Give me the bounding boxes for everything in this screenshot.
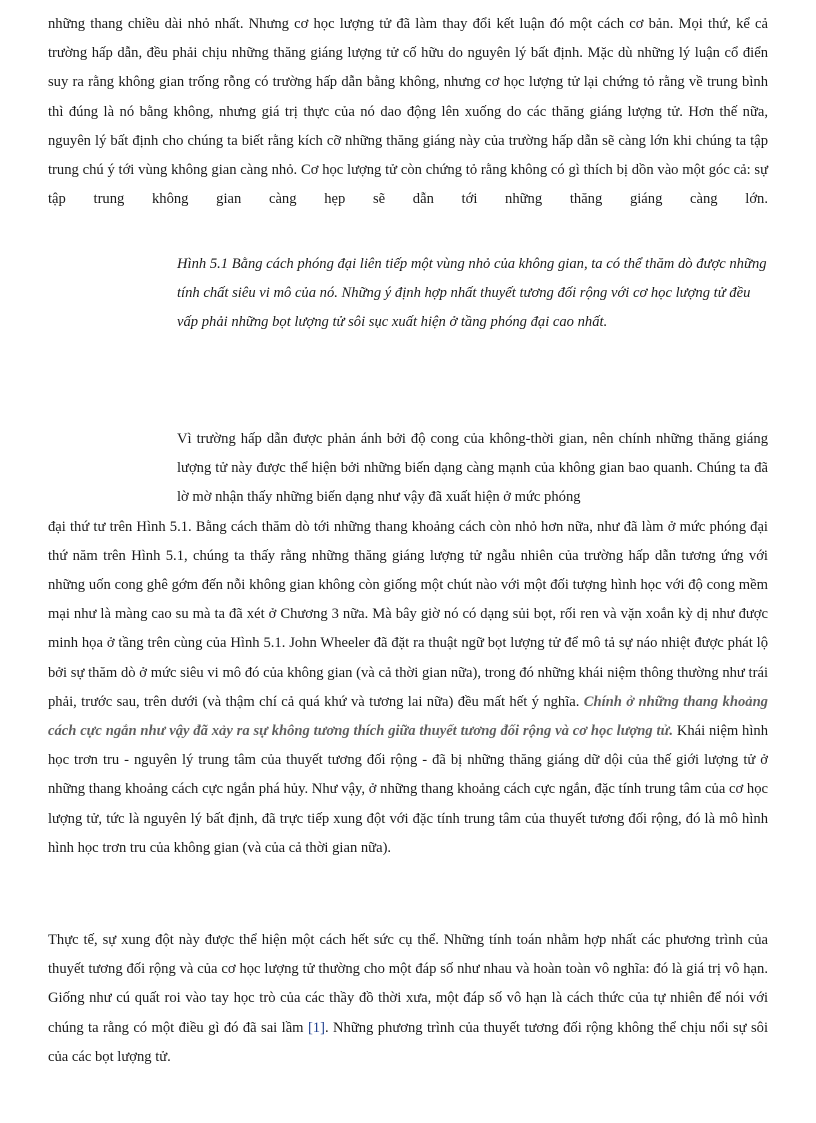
paragraph-3-main: Thực tế, sự xung đột này được thể hiện một cách hết sức cụ thể. Những tính toán nhằm hợp nhất các phương trình của thuyết tương đối rộng và của cơ học lượng tử thường cho một đáp số như nhau và hoàn toàn vô nghĩa: đó là giá trị vô hạn. Giống như cú quất roi vào tay học trò của các thầy đồ thời xưa, một đáp số vô hạn là cách thức của tự nhiên để nói với chúng ta rằng có một điều gì đó đã sai lầm xyxy=(48,932,768,1036)
paragraph-2-lead: Vì trường hấp dẫn được phản ánh bởi độ cong của không-thời gian, nên chính những thăng giáng lượng tử này được thể hiện bởi những biến dạng càng mạnh của không gian bao quanh. Chúng ta đã lờ mờ nhận thấy những biến dạng như vậy đã xuất hiện ở mức phóng xyxy=(177,431,768,506)
figure-caption: Hình 5.1 Bằng cách phóng đại liên tiếp một vùng nhỏ của không gian, ta có thể thăm dò được những tính chất siêu vi mô của nó. Những ý định hợp nhất thuyết tương đối rộng với cơ học lượng tử đều vấp phải những bọt lượng tử sôi sục xuất hiện ở tầng phóng đại cao nhất. xyxy=(177,256,767,331)
footnote-link[interactable]: [1] xyxy=(307,1019,325,1036)
paragraph-2 xyxy=(48,425,768,863)
paragraph-2-emphasis: Chính ở những thang khoảng cách cực ngắn như vậy đã xảy ra sự không tương thích giữa thuyết tương đối rộng và cơ học lượng tử. xyxy=(48,693,768,740)
paragraph-2-tail: Khái niệm hình học trơn tru - nguyên lý trung tâm của thuyết tương đối rộng - đã bị những thăng giáng dữ dội của thế giới lượng tử ở những thang khoảng cách cực ngắn phá hủy. Như vậy, ở những thang khoảng cách cực ngắn, đặc tính trung tâm của cơ học lượng tử, tức là nguyên lý bất định, đã trực tiếp xung đột với đặc tính trung tâm của thuyết tương đối rộng, đó là mô hình hình học trơn tru của không gian (và của cả thời gian nữa). xyxy=(48,723,768,856)
paragraph-3-tail: . Những phương trình của thuyết tương đối rộng không thể chịu nổi sự sôi của các bọt lượng tử. xyxy=(48,1019,769,1065)
paragraph-2-body: đại thứ tư trên Hình 5.1. Bằng cách thăm dò tới những thang khoảng cách còn nhỏ hơn nữa, như đã làm ở mức phóng đại thứ năm trên Hình 5.1, chúng ta thấy rằng những thăng giáng lượng tử ngẫu nhiên của trường hấp dẫn tương ứng với những uốn cong ghê gớm đến nỗi không gian không còn giống một chút nào với một đối tượng hình học với độ cong mềm mại như là màng cao su mà ta đã xét ở Chương 3 nữa. Mà bây giờ nó có dạng sủi bọt, rối ren và vặn xoắn kỳ dị như được minh họa ở tầng trên cùng của Hình 5.1. John Wheeler đã đặt ra thuật ngữ bọt lượng tử để mô tả sự náo nhiệt được phát lộ bởi sự thăm dò ở mức siêu vi mô đó của không gian (và cả thời gian nữa), trong đó những khái niệm thông thường như trái phải, trước sau, trên dưới (và thậm chí cả quá khứ và tương lai nữa) đều mất hết ý nghĩa. xyxy=(48,518,768,710)
paragraph-1: những thang chiều dài nhỏ nhất. Nhưng cơ học lượng tử đã làm thay đổi kết luận đó một cách cơ bản. Mọi thứ, kể cả trường hấp dẫn, đều phải chịu những thăng giáng lượng tử cố hữu do nguyên lý bất định. Mặc dù những lý luận cổ điển suy ra rằng không gian trống rỗng có trường hấp dẫn bằng không, nhưng cơ học lượng tử lại chứng tỏ rằng về trung bình thì đúng là nó bằng không, nhưng giá trị thực của nó dao động lên xuống do các thăng giáng lượng tử. Hơn thế nữa, nguyên lý bất định cho chúng ta biết rằng kích cỡ những thăng giáng này của trường hấp dẫn sẽ càng lớn khi chúng ta tập trung chú ý tới vùng không gian càng nhỏ. Cơ học lượng tử còn chứng tỏ rằng không có gì thích bị dồn vào một góc cả: sự tập trung không gian càng hẹp sẽ dẫn tới những thăng giáng càng lớn. xyxy=(48,16,768,208)
paragraph-3 xyxy=(48,926,768,1072)
